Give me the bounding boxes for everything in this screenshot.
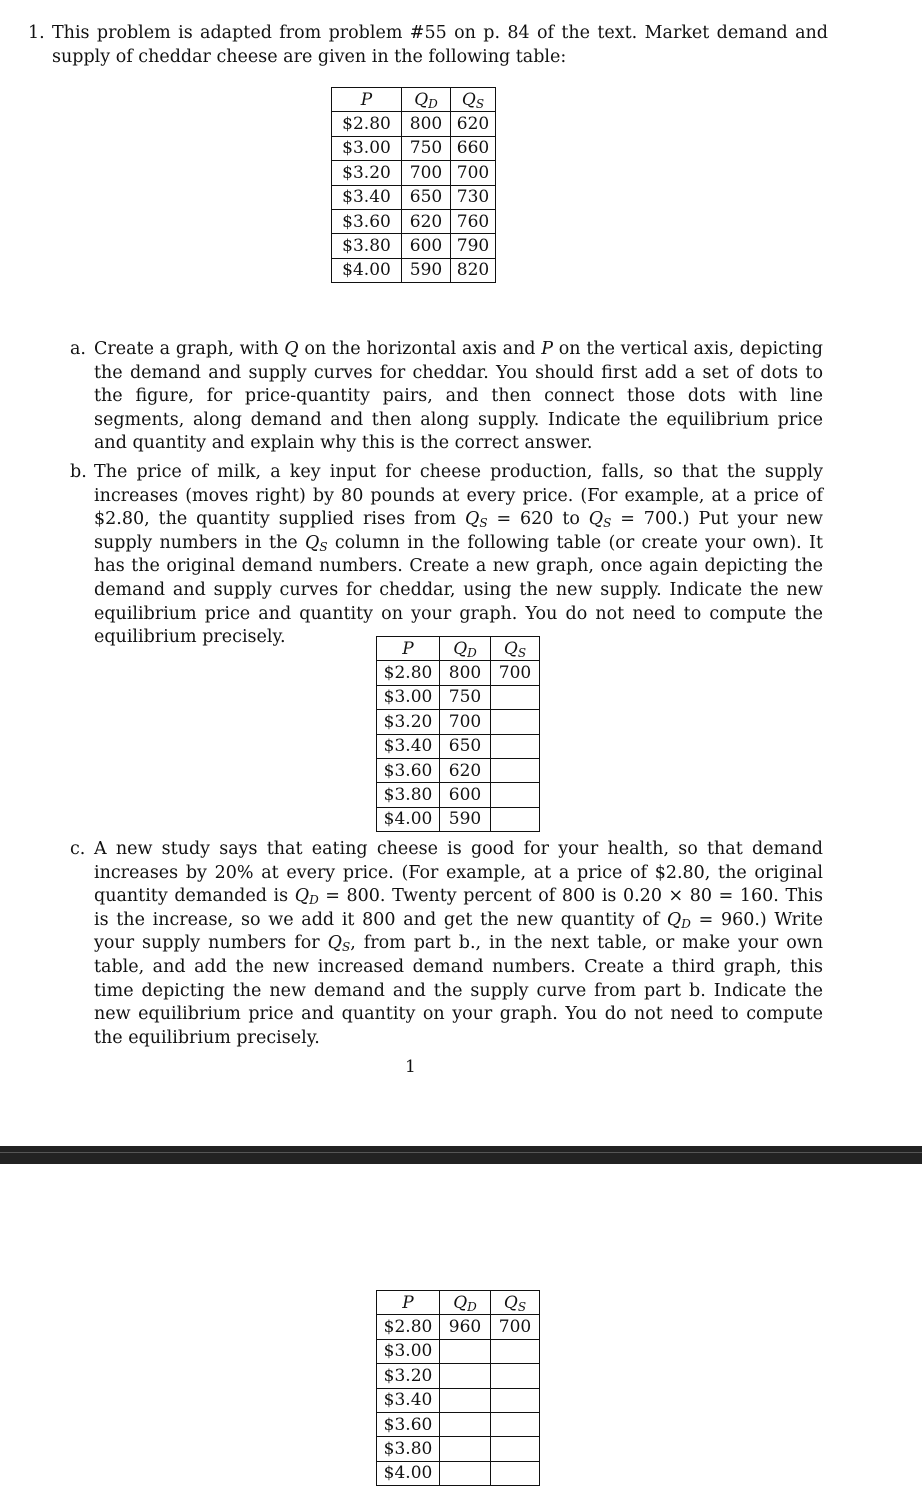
qs-cell: 620: [451, 112, 496, 136]
table-row: [377, 734, 540, 758]
qd-cell: 600: [440, 783, 491, 807]
qd-cell: 620: [440, 758, 491, 782]
qd-cell[interactable]: [440, 1461, 491, 1485]
price-cell: $4.00: [377, 807, 440, 831]
qd-cell: 700: [402, 161, 451, 185]
table-row: [377, 1388, 540, 1412]
qs-cell[interactable]: [491, 807, 540, 831]
header-price: P: [377, 1291, 440, 1315]
price-cell: $3.80: [332, 234, 402, 258]
page-separator: [0, 1146, 922, 1164]
new-demand-table: [376, 1290, 540, 1486]
qs-cell[interactable]: 700: [491, 1315, 540, 1339]
table-row: [332, 258, 496, 282]
qd-cell[interactable]: [440, 1437, 491, 1461]
price-cell: $3.60: [377, 758, 440, 782]
qs-cell[interactable]: [491, 1412, 540, 1436]
price-cell: $3.40: [332, 185, 402, 209]
problem-intro: [28, 22, 828, 69]
qd-cell[interactable]: 960: [440, 1315, 491, 1339]
price-cell: $3.80: [377, 783, 440, 807]
table-row: [377, 758, 540, 782]
table-row: [377, 661, 540, 685]
price-cell: $4.00: [377, 1461, 440, 1485]
table-row: [332, 209, 496, 233]
table-row: [377, 783, 540, 807]
price-cell: $3.00: [332, 136, 402, 160]
qs-cell[interactable]: [491, 1388, 540, 1412]
qd-cell: 590: [440, 807, 491, 831]
table-row: [332, 136, 496, 160]
qs-cell: 820: [451, 258, 496, 282]
table-header-row: [377, 637, 540, 661]
table-row: [377, 685, 540, 709]
price-cell: $3.80: [377, 1437, 440, 1461]
header-quantity-supplied: $Q_S$: [491, 637, 540, 661]
price-cell: $3.40: [377, 1388, 440, 1412]
part-c-text: A new study says that eating cheese is good for your health, so that demand increases by 20% at every price. (For example, at a price of $2.80, the original quantity demanded is $Q_D = 800$. Twenty percent of 800 is 0.20 × 80 = 160. This is the increase, so we add it 800 and get the new quantity of $Q_D = 960$.) Write your supply numbers for $Q_S$, from part b., in the next table, or make your own table, and add the new increased demand numbers. Create a third graph, this time depicting the new demand and the supply curve from part b. Indicate the new equilibrium price and quantity on your graph. You do not need to compute the equilibrium precisely.: [94, 839, 823, 1048]
qd-cell: 620: [402, 209, 451, 233]
part-b-label: b.: [70, 462, 87, 482]
part-a: [70, 338, 823, 456]
qs-cell[interactable]: [491, 685, 540, 709]
part-c-label: c.: [70, 839, 86, 859]
table-row: [377, 710, 540, 734]
new-supply-table: [376, 636, 540, 832]
problem-number: 1.: [28, 23, 45, 43]
qd-cell: 650: [402, 185, 451, 209]
table-row: [332, 185, 496, 209]
qd-cell: 750: [402, 136, 451, 160]
header-quantity-demanded: $Q_D$: [440, 637, 491, 661]
price-cell: $3.60: [332, 209, 402, 233]
table-row: [332, 234, 496, 258]
qd-cell: 800: [402, 112, 451, 136]
qs-cell[interactable]: [491, 758, 540, 782]
header-quantity-supplied: $Q_S$: [491, 1291, 540, 1315]
header-quantity-supplied: $Q_S$: [451, 88, 496, 112]
qd-cell: 650: [440, 734, 491, 758]
price-cell: $3.00: [377, 685, 440, 709]
problem-intro-text: This problem is adapted from problem #55 on p. 84 of the text. Market demand and supply of cheddar cheese are given in the following table:: [52, 23, 828, 67]
table-row: [332, 161, 496, 185]
price-cell: $4.00: [332, 258, 402, 282]
price-cell: $2.80: [377, 661, 440, 685]
price-cell: $3.40: [377, 734, 440, 758]
table-header-row: [377, 1291, 540, 1315]
price-cell: $2.80: [332, 112, 402, 136]
table-row: [377, 1315, 540, 1339]
qd-cell: 590: [402, 258, 451, 282]
table-row: [377, 1339, 540, 1363]
price-cell: $2.80: [377, 1315, 440, 1339]
price-cell: $3.60: [377, 1412, 440, 1436]
qd-cell: 750: [440, 685, 491, 709]
qd-cell[interactable]: [440, 1339, 491, 1363]
table-row: [332, 112, 496, 136]
qs-cell[interactable]: [491, 1339, 540, 1363]
price-cell: $3.00: [377, 1339, 440, 1363]
qd-cell[interactable]: [440, 1388, 491, 1412]
qs-cell: 700: [451, 161, 496, 185]
page-number: 1: [405, 1057, 416, 1077]
qs-cell[interactable]: [491, 783, 540, 807]
qs-cell: 660: [451, 136, 496, 160]
qs-cell[interactable]: [491, 1437, 540, 1461]
qs-cell[interactable]: [491, 734, 540, 758]
qs-cell[interactable]: [491, 1461, 540, 1485]
header-quantity-demanded: $Q_D$: [440, 1291, 491, 1315]
qs-cell[interactable]: [491, 710, 540, 734]
table-row: [377, 1437, 540, 1461]
part-c: [70, 838, 823, 1050]
part-b-text: The price of milk, a key input for cheese production, falls, so that the supply increases (moves right) by 80 pounds at every price. (For example, at a price of $2.80, the quantity supplied rises from $Q_S = 620$ to $Q_S = 700$.) Put your new supply numbers in the $Q_S$ column in the following table (or create your own). It has the original demand numbers. Create a new graph, once again depicting the demand and supply curves for cheddar, using the new supply. Indicate the new equilibrium price and quantity on your graph. You do not need to compute the equilibrium precisely.: [94, 462, 823, 648]
price-cell: $3.20: [377, 1364, 440, 1388]
table-row: [377, 807, 540, 831]
part-b: [70, 461, 823, 650]
supply-demand-table: [331, 87, 496, 283]
qs-cell: 730: [451, 185, 496, 209]
part-a-label: a.: [70, 339, 86, 359]
header-price: P: [377, 637, 440, 661]
qs-cell[interactable]: 700: [491, 661, 540, 685]
qd-cell: 800: [440, 661, 491, 685]
qs-cell: 760: [451, 209, 496, 233]
qs-cell[interactable]: [491, 1364, 540, 1388]
qd-cell: 600: [402, 234, 451, 258]
header-price: P: [332, 88, 402, 112]
part-a-text: Create a graph, with Q on the horizontal axis and P on the vertical axis, depicting the demand and supply curves for cheddar. You should first add a set of dots to the figure, for price-quantity pairs, and then connect those dots with line segments, along demand and then along supply. Indicate the equilibrium price and quantity and explain why this is the correct answer.: [94, 339, 823, 454]
qd-cell[interactable]: [440, 1412, 491, 1436]
header-quantity-demanded: $Q_D$: [402, 88, 451, 112]
price-cell: $3.20: [377, 710, 440, 734]
qs-cell: 790: [451, 234, 496, 258]
table-row: [377, 1461, 540, 1485]
table-header-row: [332, 88, 496, 112]
table-row: [377, 1412, 540, 1436]
qd-cell: 700: [440, 710, 491, 734]
qd-cell[interactable]: [440, 1364, 491, 1388]
table-row: [377, 1364, 540, 1388]
price-cell: $3.20: [332, 161, 402, 185]
